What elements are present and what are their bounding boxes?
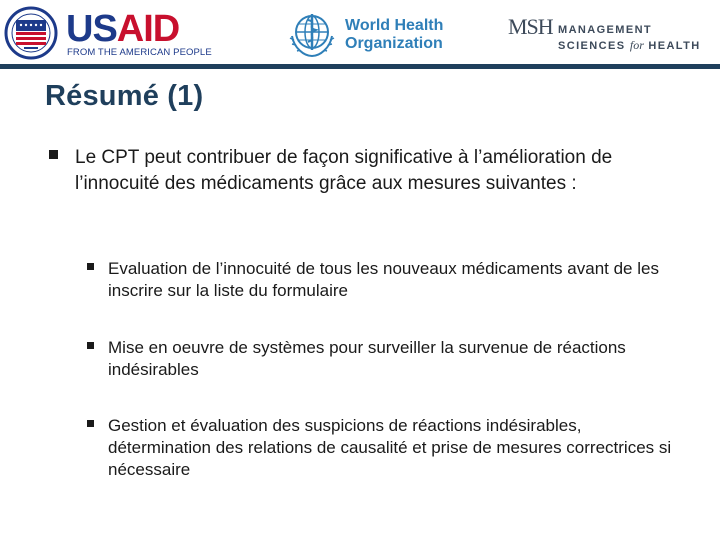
list-item	[84, 337, 684, 381]
header-divider	[0, 64, 720, 69]
list-item-text: Evaluation de l’innocuité de tous les nouveaux médicaments avant de les inscrire sur la liste du formulaire	[108, 259, 659, 300]
slide-title: Résumé (1)	[45, 80, 204, 112]
usaid-wordmark: USAID	[66, 8, 180, 50]
msh-wordmark: MANAGEMENT SCIENCES for HEALTH	[558, 24, 701, 52]
who-wordmark: World Health Organization	[345, 17, 444, 52]
list-item	[84, 258, 684, 302]
intro-bullet	[44, 145, 694, 197]
logo-header	[0, 0, 720, 64]
intro-text: Le CPT peut contribuer de façon significative à l’amélioration de l’innocuité des médicaments grâce aux mesures suivantes :	[75, 147, 613, 194]
square-bullet-icon	[87, 420, 94, 427]
list-item	[84, 415, 684, 481]
square-bullet-icon	[87, 342, 94, 349]
msh-mark: MSH	[508, 14, 553, 39]
square-bullet-icon	[49, 150, 58, 159]
usaid-seal-icon	[4, 6, 58, 60]
usaid-tagline: FROM THE AMERICAN PEOPLE	[67, 47, 212, 58]
who-emblem-icon	[288, 10, 336, 58]
list-item-text: Gestion et évaluation des suspicions de réactions indésirables, détermination des relations de causalité et prise de mesures correctrices si nécessaire	[108, 416, 672, 479]
list-item-text: Mise en oeuvre de systèmes pour surveiller la survenue de réactions indésirables	[108, 338, 626, 379]
square-bullet-icon	[87, 263, 94, 270]
